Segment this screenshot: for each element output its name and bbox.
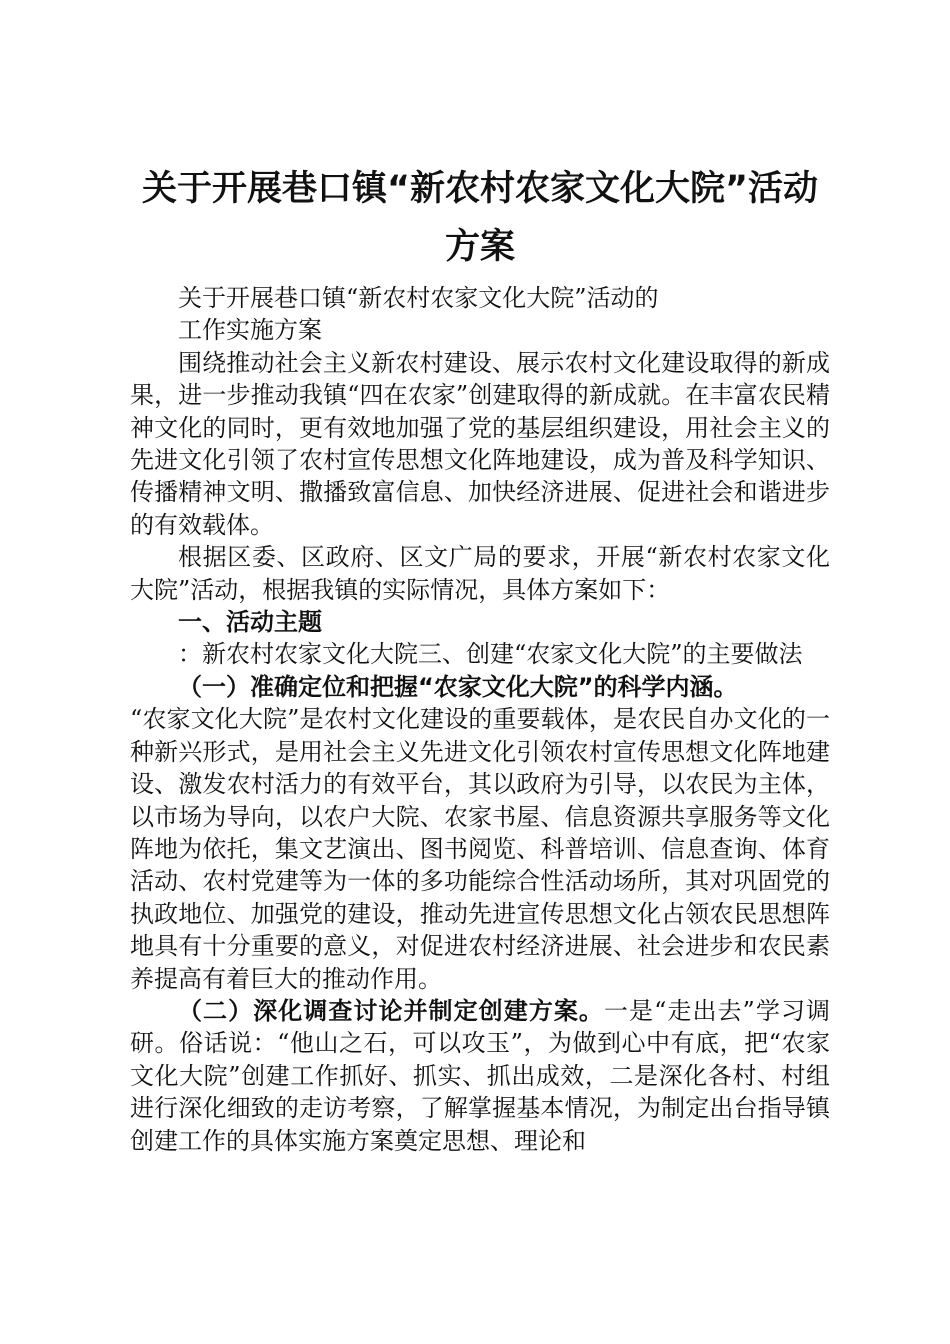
- intro-paragraph: 围绕推动社会主义新农村建设、展示农村文化建设取得的新成果，进一步推动我镇“四在农家”创建取得的新成就。在丰富农民精神文化的同时，更有效地加强了党的基层组织建设，用社会主义的先进文化引领了农村宣传思想文化阵地建设，成为普及科学知识、传播精神文明、撒播致富信息、加快经济进展、促进社会和谐进步的有效载体。: [130, 348, 830, 539]
- section-1-heading: 一、活动主题: [178, 608, 322, 637]
- subsection-2-body: 一是“走出去”学习调研。俗话说：“他山之石，可以攻玉”，为做到心中有底，把“农家文化大院”创建工作抓好、抓实、抓出成效，二是深化各村、村组进行深化细致的走访考察，了解掌握基本情况，为制定出台指导镇创建工作的具体实施方案奠定思想、理论和: [130, 996, 830, 1155]
- document-page: [130, 160, 830, 1157]
- subsection-2-paragraph: [130, 995, 830, 1157]
- subsection-2-heading: （二）深化调查讨论并制定创建方案。: [178, 996, 604, 1025]
- subsection-1-heading: （一）准确定位和把握“农家文化大院”的科学内涵。: [178, 672, 738, 701]
- document-title: [130, 160, 830, 276]
- title-line-1: 关于开展巷口镇“新农村农家文化大院”活动: [141, 169, 818, 209]
- subtitle-line-2: 工作实施方案: [178, 316, 322, 345]
- basis-paragraph: 根据区委、区政府、区文广局的要求，开展“新农村农家文化大院”活动，根据我镇的实际情况，具体方案如下：: [130, 543, 830, 604]
- subtitle-line-1: 关于开展巷口镇“新农村农家文化大院”活动的: [178, 284, 659, 312]
- title-line-2: 方案: [444, 227, 515, 267]
- section-1-body: ：新农村农家文化大院三、创建“农家文化大院”的主要做法: [178, 640, 803, 669]
- subsection-1-body: “农家文化大院”是农村文化建设的重要载体，是农民自办文化的一种新兴形式，是用社会主义先进文化引领农村宣传思想文化阵地建设、激发农村活力的有效平台，其以政府为引导，以农民为主体，以市场为导向，以农户大院、农家书屋、信息资源共享服务等文化阵地为依托，集文艺演出、图书阅览、科普培训、信息查询、体育活动、农村党建等为一体的多功能综合性活动场所，其对巩固党的执政地位、加强党的建设，推动先进宣传思想文化占领农民思想阵地具有十分重要的意义，对促进农村经济进展、社会进步和农民素养提高有着巨大的推动作用。: [130, 705, 830, 993]
